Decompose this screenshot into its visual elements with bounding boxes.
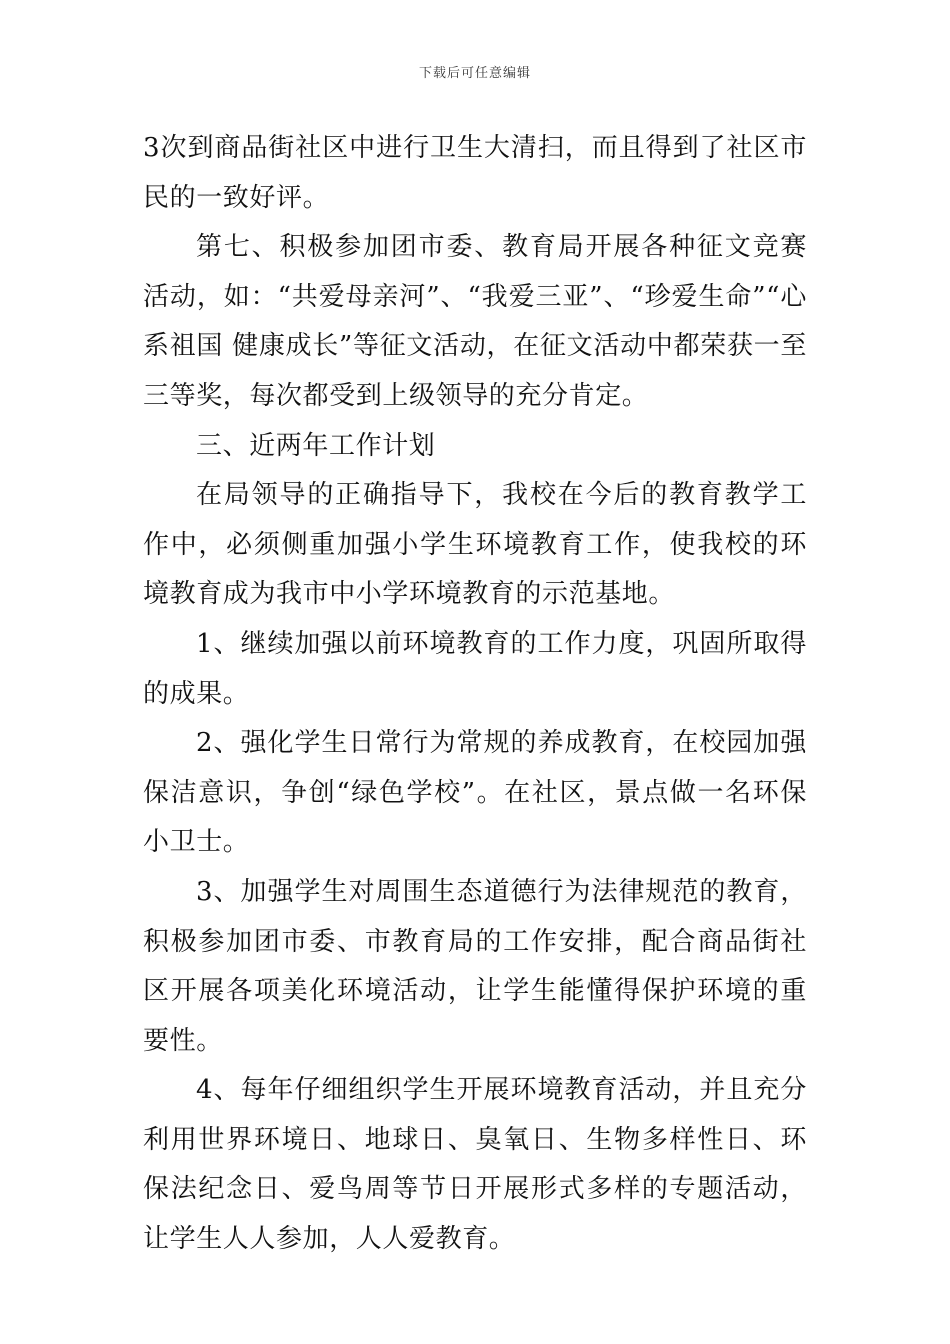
plan-item-2: 2、强化学生日常行为常规的养成教育，在校园加强保洁意识，争创“绿色学校”。在社区，景点做一名环保小卫士。 xyxy=(143,728,807,858)
plan-item-4: 4、每年仔细组织学生开展环境教育活动，并且充分利用世界环境日、地球日、臭氧日、生物多样性日、环保法纪念日、爱鸟周等节日开展形式多样的专题活动，让学生人人参加，人人爱教育。 xyxy=(143,1075,807,1255)
paragraph-1: 3次到商品街社区中进行卫生大清扫，而且得到了社区市民的一致好评。 xyxy=(143,133,807,213)
paragraph-4: 在局领导的正确指导下，我校在今后的教育教学工作中，必须侧重加强小学生环境教育工作，使我校的环境教育成为我市中小学环境教育的示范基地。 xyxy=(143,480,807,610)
plan-item-3: 3、加强学生对周围生态道德行为法律规范的教育，积极参加团市委、市教育局的工作安排，配合商品街社区开展各项美化环境活动，让学生能懂得保护环境的重要性。 xyxy=(143,876,807,1056)
plan-item-1: 1、继续加强以前环境教育的工作力度，巩固所取得的成果。 xyxy=(143,628,807,709)
section-heading: 三、近两年工作计划 xyxy=(196,430,436,461)
document-body xyxy=(143,124,807,1265)
page-header: 下载后可任意编辑 xyxy=(418,66,531,81)
paragraph-2: 第七、积极参加团市委、教育局开展各种征文竞赛活动，如：“共爱母亲河”、“我爱三亚”、“珍爱生命”“心系祖国 健康成长”等征文活动，在征文活动中都荣获一至三等奖，每次都受到上级领导的充分肯定。 xyxy=(143,232,807,411)
